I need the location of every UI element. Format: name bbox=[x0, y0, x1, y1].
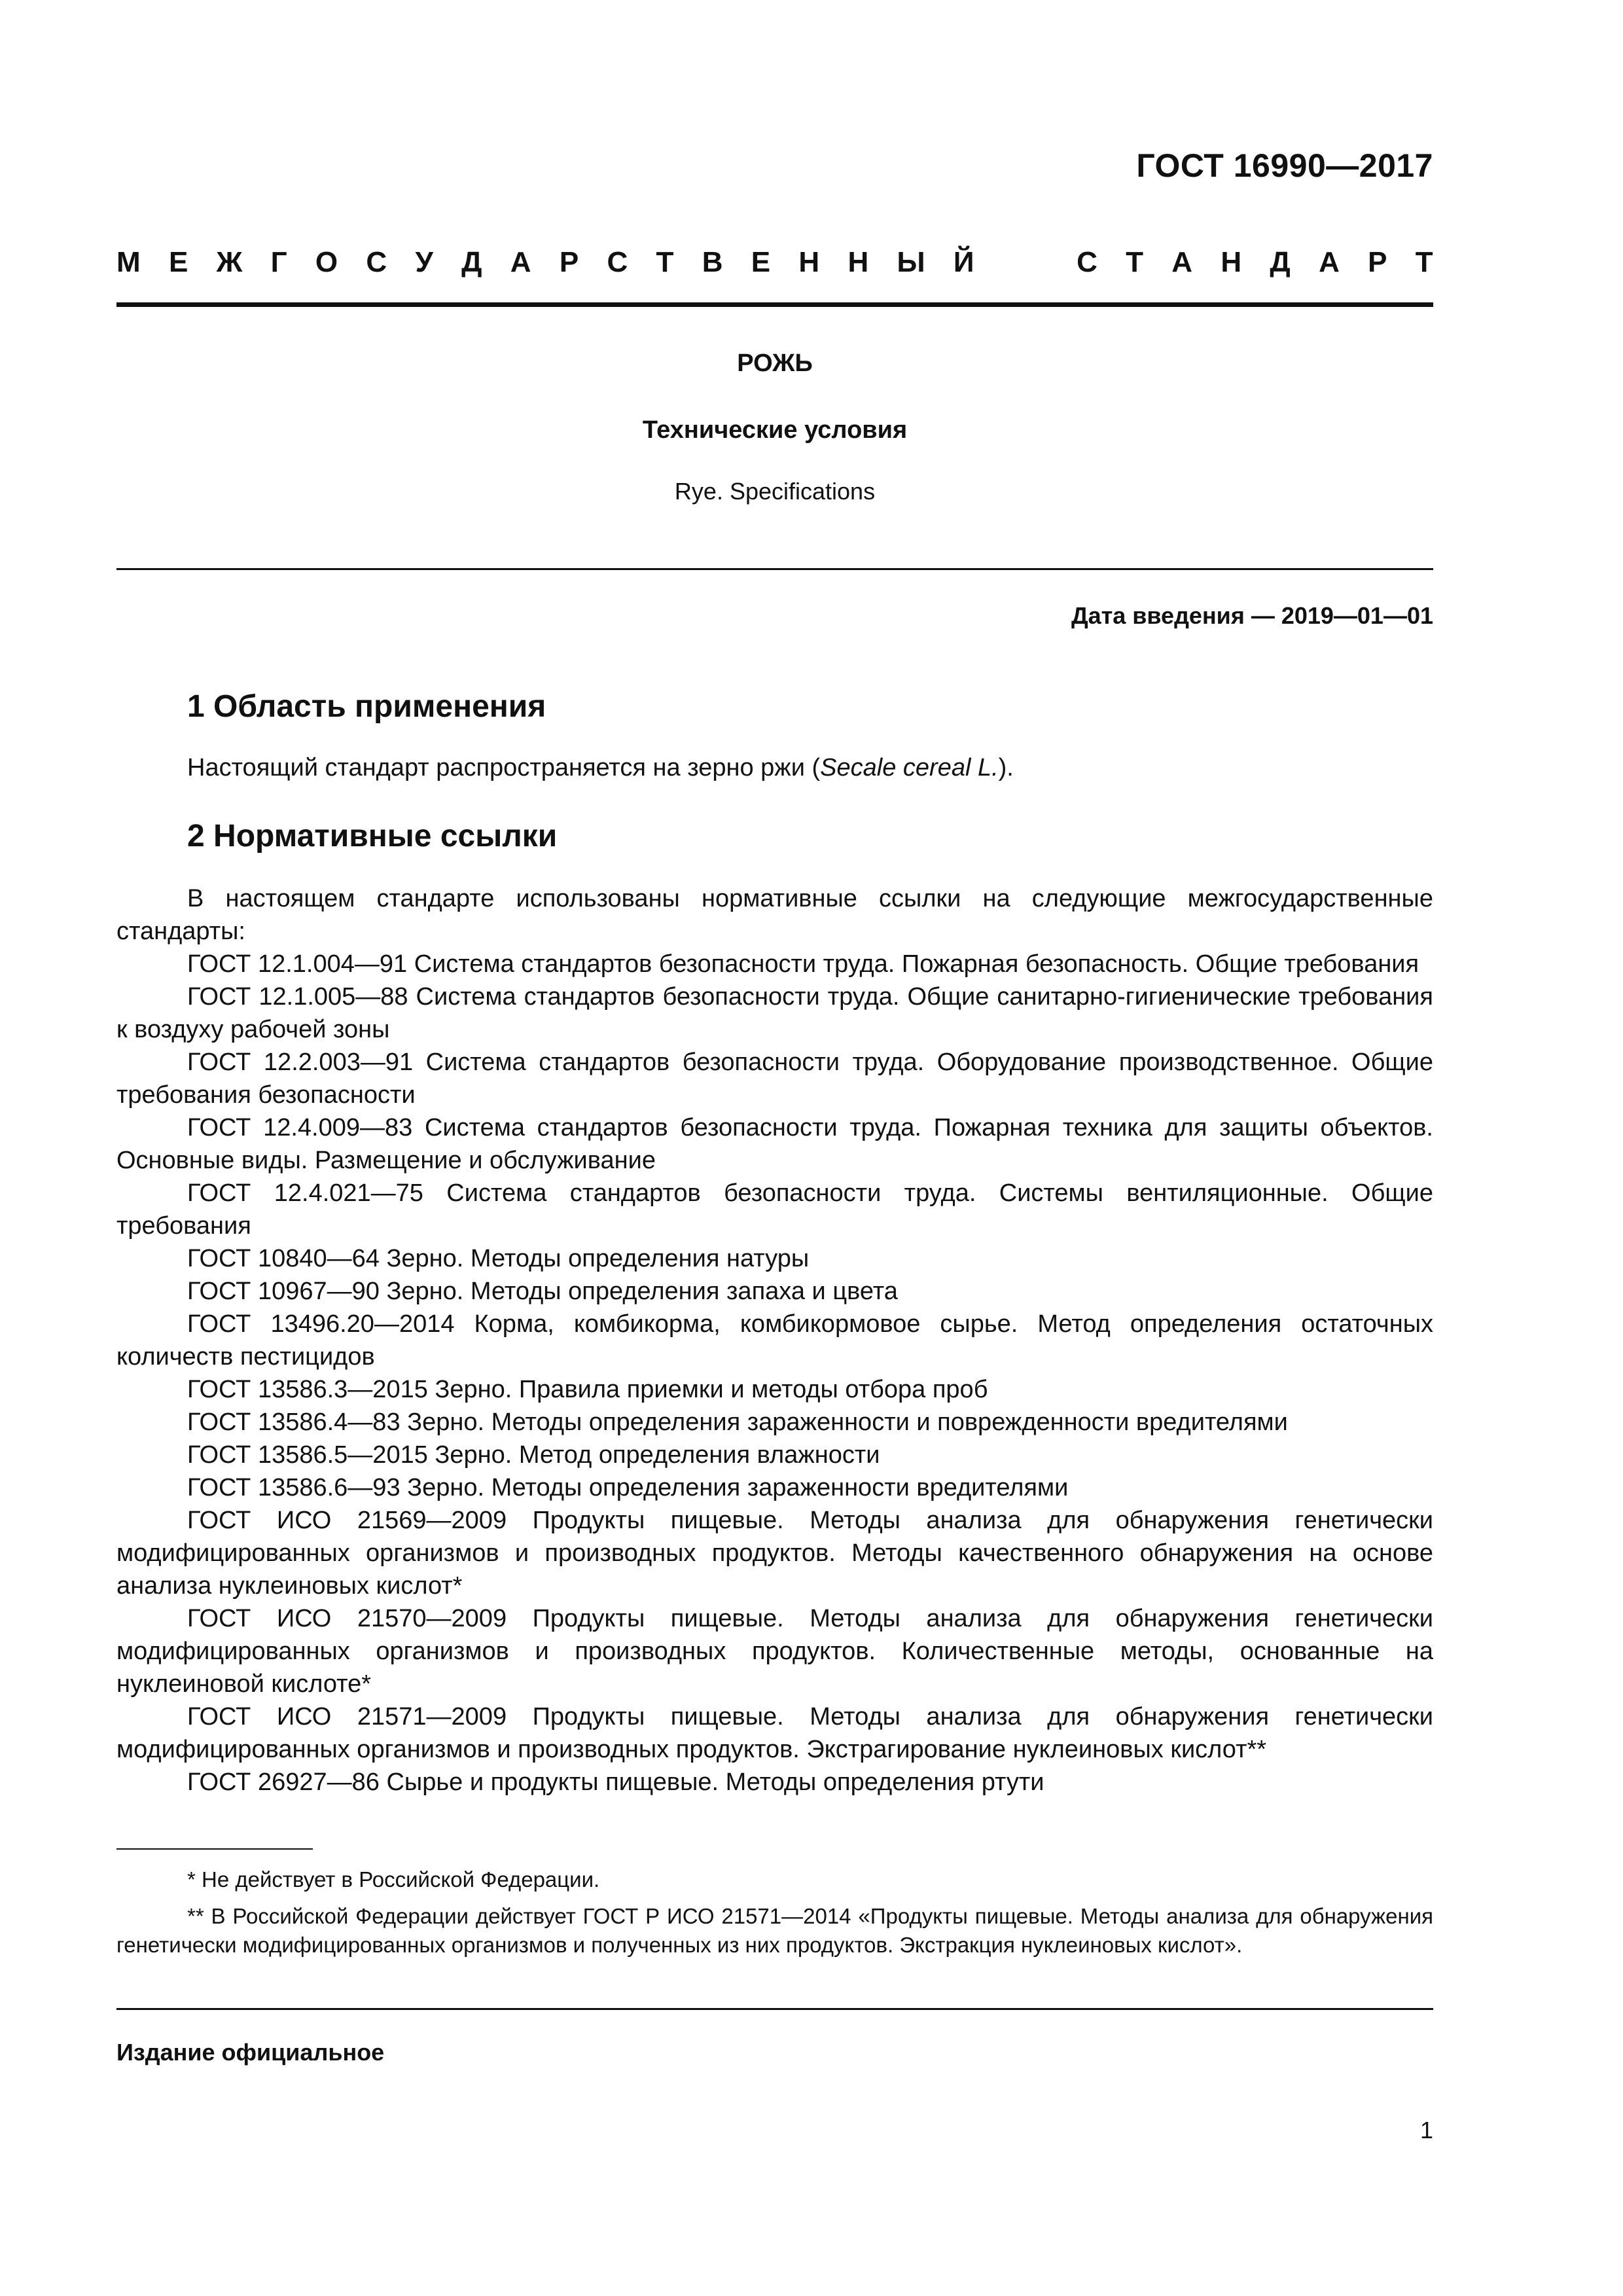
reference-item: ГОСТ 12.2.003—91 Система стандартов безопасности труда. Оборудование производственное. Общие требования безопасности bbox=[116, 1049, 1433, 1109]
banner-letter: Р bbox=[1368, 246, 1387, 278]
reference-item: ГОСТ 10840—64 Зерно. Методы определения натуры bbox=[187, 1245, 810, 1272]
footnote-1: * Не действует в Российской Федерации. bbox=[187, 1867, 600, 1892]
section-heading-references: 2 Нормативные ссылки bbox=[187, 819, 558, 853]
reference-item: ГОСТ 12.4.009—83 Система стандартов безопасности труда. Пожарная техника для защиты объектов. Основные виды. Размещение и обслуживание bbox=[116, 1114, 1433, 1174]
footnotes bbox=[116, 1865, 1433, 1960]
banner-letter: С bbox=[607, 246, 628, 278]
reference-item: ГОСТ 13496.20—2014 Корма, комбикорма, комбикормовое сырье. Метод определения остаточных количеств пестицидов bbox=[116, 1310, 1433, 1371]
reference-item: ГОСТ 10967—90 Зерно. Методы определения запаха и цвета bbox=[187, 1278, 898, 1305]
banner-letter: А bbox=[1319, 246, 1340, 278]
reference-item: ГОСТ ИСО 21569—2009 Продукты пищевые. Методы анализа для обнаружения генетически модифицированных организмов и производных продуктов. Методы качественного обнаружения на основе анализа нуклеиновых кислот* bbox=[116, 1507, 1433, 1600]
banner-letter: Т bbox=[656, 246, 674, 278]
banner-letter: Н bbox=[798, 246, 820, 278]
document-english-title: Rye. Specifications bbox=[674, 478, 876, 505]
reference-item: ГОСТ 13586.4—83 Зерно. Методы определения зараженности и поврежденности вредителями bbox=[187, 1408, 1288, 1436]
latin-name: Secale cereal L. bbox=[820, 754, 999, 781]
banner-letter: С bbox=[366, 246, 387, 278]
introduction-date: Дата введения — 2019—01—01 bbox=[1071, 602, 1433, 629]
section-heading-scope: 1 Область применения bbox=[187, 689, 546, 724]
banner-letter: С bbox=[1077, 246, 1097, 278]
banner-letter: Е bbox=[751, 246, 771, 278]
reference-item: ГОСТ ИСО 21570—2009 Продукты пищевые. Методы анализа для обнаружения генетически модифицированных организмов и производных продуктов. Количественные методы, основанные на нуклеиновой кислоте* bbox=[116, 1605, 1433, 1698]
banner-spacer bbox=[1003, 246, 1048, 285]
document-title: РОЖЬ bbox=[737, 350, 813, 377]
banner-letter: Ы bbox=[897, 246, 925, 278]
banner-letter: О bbox=[315, 246, 338, 278]
banner-letter: Р bbox=[559, 246, 579, 278]
banner-letter: Н bbox=[1221, 246, 1242, 278]
banner-letter: Й bbox=[953, 246, 974, 278]
banner-letter: Н bbox=[847, 246, 869, 278]
document-page bbox=[116, 0, 1433, 2296]
title-divider bbox=[116, 568, 1433, 570]
banner-letter: Г bbox=[270, 246, 287, 278]
banner-letter: Д bbox=[1270, 246, 1291, 278]
banner-letter: Т bbox=[1126, 246, 1144, 278]
reference-item: ГОСТ 12.1.005—88 Система стандартов безопасности труда. Общие санитарно-гигиенические требования к воздуху рабочей зоны bbox=[116, 983, 1433, 1043]
reference-item: ГОСТ 12.4.021—75 Система стандартов безопасности труда. Системы вентиляционные. Общие требования bbox=[116, 1179, 1433, 1240]
banner-letter: Д bbox=[461, 246, 482, 278]
footer-divider bbox=[116, 2008, 1433, 2010]
reference-item: ГОСТ 12.1.004—91 Система стандартов безопасности труда. Пожарная безопасность. Общие требования bbox=[187, 950, 1419, 978]
reference-paragraph: В настоящем стандарте использованы нормативные ссылки на следующие межгосударственные стандарты: bbox=[116, 885, 1433, 945]
official-edition-label: Издание официальное bbox=[116, 2039, 385, 2066]
document-number: ГОСТ 16990—2017 bbox=[1136, 147, 1433, 184]
banner-letter: М bbox=[116, 246, 141, 278]
banner-letter: Т bbox=[1415, 246, 1433, 278]
section-scope-body bbox=[116, 751, 1433, 784]
banner-letter: Ж bbox=[216, 246, 243, 278]
reference-item: ГОСТ 26927—86 Сырье и продукты пищевые. Методы определения ртути bbox=[187, 1768, 1044, 1796]
banner-letter: У bbox=[415, 246, 433, 278]
header-divider bbox=[116, 302, 1433, 307]
scope-text: Настоящий стандарт распространяется на зерно ржи ( bbox=[187, 754, 821, 781]
standard-banner bbox=[116, 246, 1433, 285]
reference-item: ГОСТ 13586.5—2015 Зерно. Метод определения влажности bbox=[187, 1441, 880, 1469]
reference-item: ГОСТ ИСО 21571—2009 Продукты пищевые. Методы анализа для обнаружения генетически модифицированных организмов и производных продуктов. Экстрагирование нуклеиновых кислот** bbox=[116, 1703, 1433, 1763]
footnote-divider bbox=[116, 1848, 313, 1850]
scope-text-end: ). bbox=[998, 754, 1014, 781]
document-subtitle: Технические условия bbox=[642, 416, 908, 444]
banner-letter: А bbox=[510, 246, 531, 278]
reference-item: ГОСТ 13586.6—93 Зерно. Методы определения зараженности вредителями bbox=[187, 1474, 1069, 1501]
banner-letter: А bbox=[1171, 246, 1193, 278]
section-references-body bbox=[116, 882, 1433, 1799]
scope-paragraph bbox=[116, 751, 1433, 784]
page-number: 1 bbox=[1419, 2117, 1433, 2144]
reference-item: ГОСТ 13586.3—2015 Зерно. Правила приемки и методы отбора проб bbox=[187, 1376, 988, 1403]
banner-letter: Е bbox=[168, 246, 188, 278]
footnote-2: ** В Российской Федерации действует ГОСТ Р ИСО 21571—2014 «Продукты пищевые. Методы анализа для обнаружения генетически модифицированных организмов и полученных из них продуктов. Экстракция нуклеиновых кислот». bbox=[116, 1904, 1433, 1957]
banner-letter: В bbox=[702, 246, 723, 278]
